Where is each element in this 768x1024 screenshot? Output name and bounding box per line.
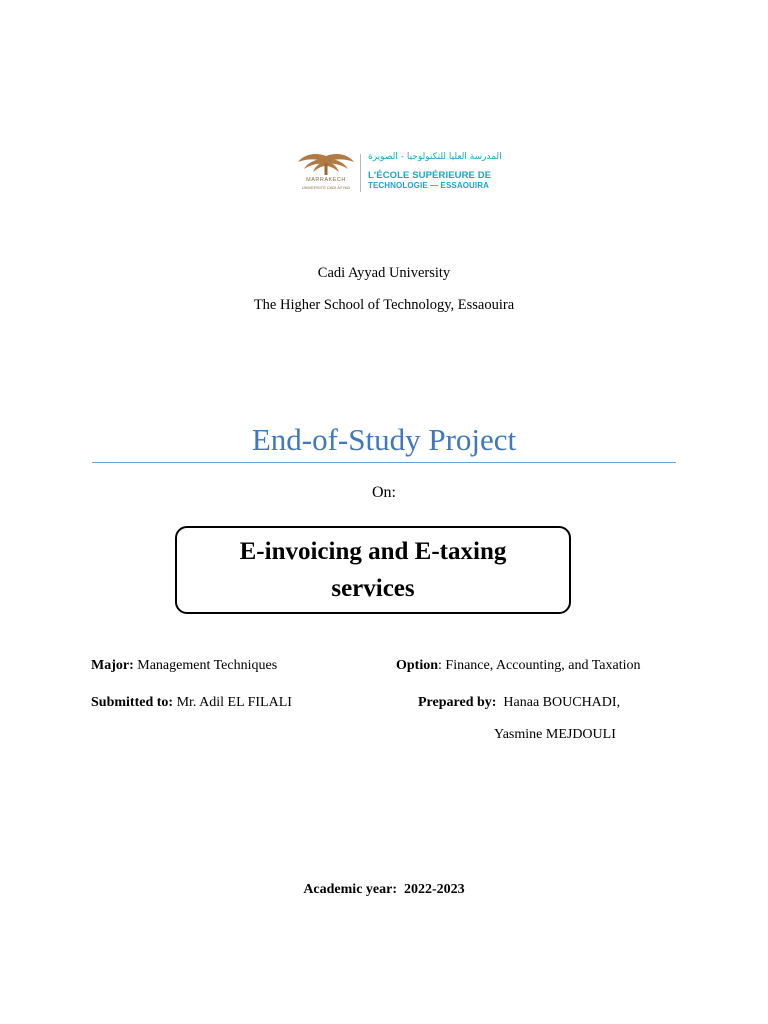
author-1: Hanaa BOUCHADI, (496, 695, 621, 710)
university-name: Cadi Ayyad University (317, 265, 451, 281)
major-label: Major: (91, 658, 134, 673)
academic-year (0, 882, 768, 898)
submitted-value: Mr. Adil EL FILALI (173, 695, 292, 710)
logo-french-line1: L'ÉCOLE SUPÉRIEURE DE (368, 170, 492, 181)
logo-arabic-text: المدرسة العليا للتكنولوجيا - الصويرة (368, 152, 502, 162)
topic-box (175, 526, 571, 614)
option-field (396, 658, 641, 674)
school-logo (294, 150, 504, 196)
logo-divider (360, 154, 361, 192)
option-label: Option (396, 658, 439, 673)
academic-year-value: 2022-2023 (397, 882, 465, 897)
major-value: Management Techniques (133, 658, 278, 673)
logo-university-text: UNIVERSITÉ CADI AYYAD (301, 185, 351, 190)
on-label: On: (372, 484, 396, 501)
academic-year-label: Academic year: (303, 882, 397, 897)
project-topic: E-invoicing and E-taxing services (239, 537, 507, 602)
submitted-label: Submitted to: (91, 695, 174, 710)
prepared-label: Prepared by: (418, 695, 497, 710)
prepared-field (418, 695, 620, 711)
logo-french-line2: TECHNOLOGIE — ESSAOUIRA (368, 181, 489, 190)
page-title: End-of-Study Project (251, 422, 517, 457)
logo-city-text: MARRAKECH (306, 177, 346, 183)
author-2: Yasmine MEJDOULI (494, 727, 616, 742)
option-value: : Finance, Accounting, and Taxation (438, 658, 641, 673)
title-underline (92, 462, 676, 463)
submitted-field (91, 695, 292, 711)
school-name: The Higher School of Technology, Essaouira (253, 297, 515, 313)
major-field (91, 658, 277, 674)
